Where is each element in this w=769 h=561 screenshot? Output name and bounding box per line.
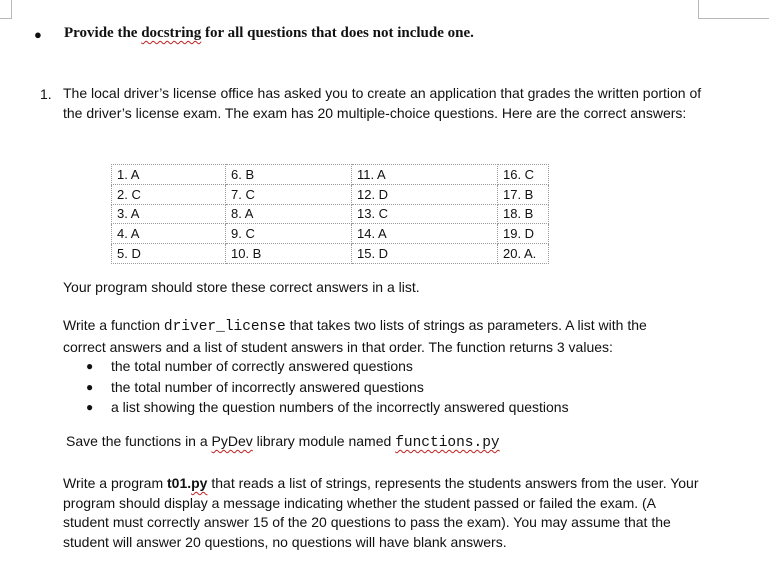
function-paragraph: Write a function driver_license that takes two lists of strings as parameters. A list with the correct answers and a list of student answers in that order. The function returns 3 values: [63, 317, 647, 355]
save-paragraph: Save the functions in a PyDev library module named functions.py [66, 433, 500, 451]
program-paragraph: Write a program t01.py that reads a list of strings, represents the students answers from the user. Your program should display a message indicating whether the student passed or failed the exam. (A student must correctly answer 15 of the 20 questions to pass the exam). You may assume that the student will answer 20 questions, no questions will have blank answers. [63, 475, 699, 550]
answer-cell: 10. B [226, 244, 352, 264]
table-row [112, 165, 549, 185]
answer-cell: 6. B [226, 165, 352, 185]
answer-cell: 16. C [498, 165, 549, 185]
answer-cell: 19. D [498, 224, 549, 244]
spellcheck-word: docstring [141, 25, 202, 41]
list-item: ● a list showing the question numbers of the incorrectly answered questions [86, 397, 569, 418]
answer-cell: 9. C [226, 224, 352, 244]
answer-cell: 20. A. [498, 244, 549, 264]
bullet-icon: ● [86, 359, 94, 373]
question-intro: The local driver’s license office has asked you to create an application that grades the written portion of the driver’s license exam. The exam has 20 multiple-choice questions. Here are the correct answers: [63, 85, 702, 121]
margin-corner-mark-right [698, 0, 769, 19]
spellcheck-word: PyDev [211, 433, 253, 449]
answer-cell: 17. B [498, 184, 549, 204]
table-row [112, 224, 549, 244]
list-item: ● the total number of incorrectly answered questions [86, 377, 569, 398]
module-name-code: functions.py [395, 435, 500, 451]
answers-table [111, 164, 549, 264]
answer-cell: 13. C [352, 204, 498, 224]
answer-cell: 5. D [112, 244, 226, 264]
program-filename: t01.py [167, 475, 208, 491]
answer-cell: 2. C [112, 184, 226, 204]
table-row [112, 244, 549, 264]
margin-corner-mark-left [0, 0, 12, 19]
answer-cell: 1. A [112, 165, 226, 185]
answer-cell: 11. A [352, 165, 498, 185]
answer-cell: 18. B [498, 204, 549, 224]
return-values-list [86, 356, 569, 418]
table-row [112, 204, 549, 224]
answer-cell: 7. C [226, 184, 352, 204]
store-paragraph: Your program should store these correct answers in a list. [63, 279, 420, 295]
answer-cell: 4. A [112, 224, 226, 244]
answer-cell: 14. A [352, 224, 498, 244]
answer-cell: 12. D [352, 184, 498, 204]
answer-cell: 3. A [112, 204, 226, 224]
function-name-code: driver_license [163, 319, 286, 335]
answer-cell: 15. D [352, 244, 498, 264]
list-item: ● the total number of correctly answered questions [86, 356, 569, 377]
answer-cell: 8. A [226, 204, 352, 224]
bullet-icon: ● [34, 27, 42, 42]
question-number: 1. [40, 86, 52, 102]
table-row [112, 184, 549, 204]
instruction-line: Provide the docstring for all questions that does not include one. [64, 25, 474, 41]
bullet-icon: ● [86, 400, 94, 414]
bullet-icon: ● [86, 379, 94, 394]
